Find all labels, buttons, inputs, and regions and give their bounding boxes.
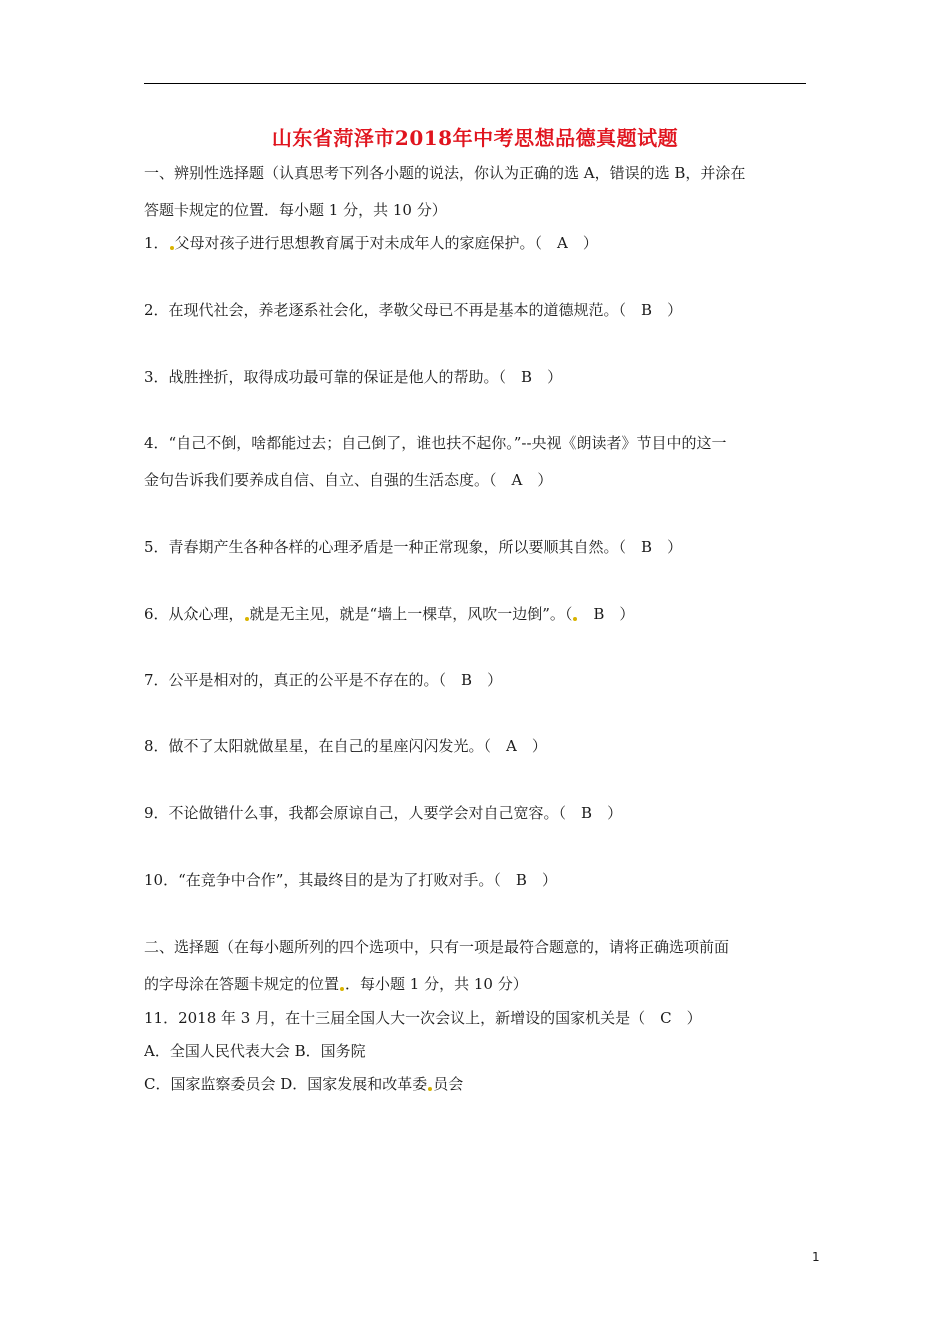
question-8: 8．做不了太阳就做星星，在自己的星座闪闪发光。（ A ） (144, 737, 547, 755)
question-6 (144, 604, 806, 624)
question-1-number: 1． (144, 234, 169, 252)
question-10: 10．“在竞争中合作”，其最终目的是为了打败对手。（ B ） (144, 871, 557, 889)
section1-heading-line1: 一、辨别性选择题（认真思考下列各小题的说法，你认为正确的选 A，错误的选 B，并涂在 (144, 164, 746, 182)
question-6-part3: B ） (578, 605, 635, 623)
question-11-options-part2: 员会 (433, 1075, 464, 1093)
mark-dot (340, 987, 344, 991)
question-11-stem: 11．2018 年 3 月，在十三届全国人大一次会议上，新增设的国家机关是（ C ） (144, 1009, 702, 1027)
mark-dot (170, 246, 174, 250)
mark-dot (573, 617, 577, 621)
question-6-part2: 就是无主见，就是“墙上一棵草，风吹一边倒”。（ (249, 605, 573, 623)
page-number: 1 (812, 1250, 820, 1264)
question-1 (144, 233, 806, 253)
question-4-line2: 金句告诉我们要养成自信、自立、自强的生活态度。（ A ） (144, 471, 553, 489)
question-11-options-part1: C．国家监察委员会 D．国家发展和改革委 (144, 1075, 428, 1093)
mark-dot (245, 617, 249, 621)
section2-heading-part1: 的字母涂在答题卡规定的位置 (144, 975, 340, 993)
question-2: 2．在现代社会，养老逐系社会化，孝敬父母已不再是基本的道德规范。（ B ） (144, 301, 683, 319)
question-11-options-line1: A．全国人民代表大会 B．国务院 (144, 1042, 366, 1060)
header-rule (144, 83, 806, 84)
question-4-line1: 4．“自己不倒，啥都能过去；自己倒了，谁也扶不起你。”--央视《朗读者》节目中的这一 (144, 434, 727, 452)
section2-heading-part2: ．每小题 1 分，共 10 分） (345, 975, 528, 993)
question-9: 9．不论做错什么事，我都会原谅自己，人要学会对自己宽容。（ B ） (144, 804, 623, 822)
mark-dot (428, 1087, 432, 1091)
section2-heading-line1: 二、选择题（在每小题所列的四个选项中，只有一项是最符合题意的，请将正确选项前面 (144, 938, 730, 956)
section2-heading-line2 (144, 974, 806, 994)
question-11-options-line2 (144, 1074, 806, 1094)
question-7: 7．公平是相对的，真正的公平是不存在的。（ B ） (144, 671, 503, 689)
question-3: 3．战胜挫折，取得成功最可靠的保证是他人的帮助。（ B ） (144, 368, 563, 386)
page-title: 山东省菏泽市2018年中考思想品德真题试题 (271, 126, 679, 150)
section1-heading-line2: 答题卡规定的位置．每小题 1 分，共 10 分） (144, 201, 447, 219)
question-1-text: 父母对孩子进行思想教育属于对未成年人的家庭保护。（ A ） (174, 234, 598, 252)
question-5: 5．青春期产生各种各样的心理矛盾是一种正常现象，所以要顺其自然。（ B ） (144, 538, 683, 556)
question-6-part1: 6．从众心理， (144, 605, 244, 623)
